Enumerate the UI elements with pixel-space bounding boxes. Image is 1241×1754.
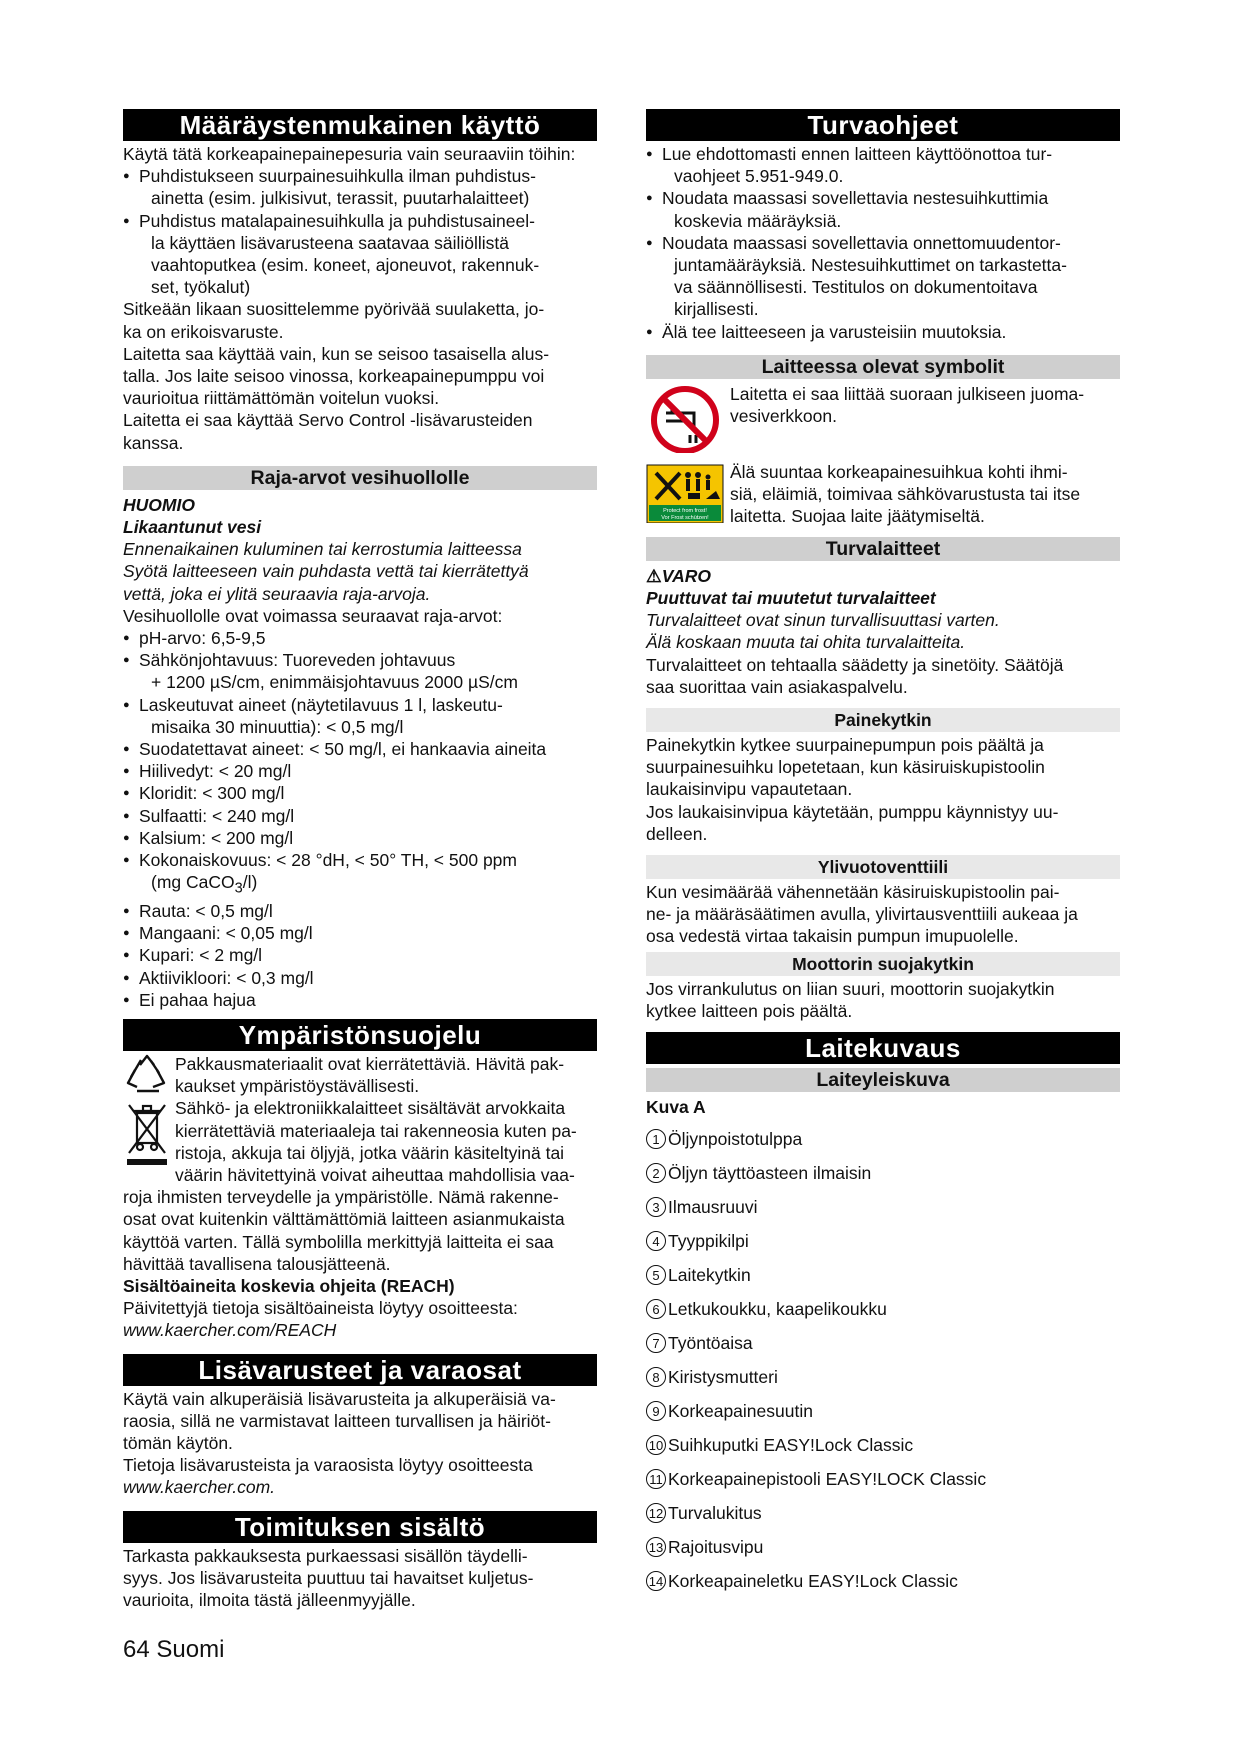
list-item-text: ● Sähkönjohtavuus: Tuoreveden johtavuus <box>123 649 597 671</box>
list-item <box>123 760 597 782</box>
list-item-text: ● Kokonaiskovuus: < 28 °dH, < 50° TH, < 500 ppm <box>123 849 597 871</box>
symbol-no-drinking-water <box>646 383 1120 455</box>
part-number-badge: 7 <box>646 1333 666 1353</box>
list-item <box>646 232 1120 321</box>
motor-protection-heading: Moottorin suojakytkin <box>646 952 1120 976</box>
footer-language: Suomi <box>156 1636 225 1663</box>
list-item <box>123 944 597 966</box>
text-line: Laitetta ei saa liittää suoraan julkiseen juoma- <box>730 383 1085 404</box>
text-line: kierrätettäviä materiaaleja tai rakenneosia kuten pa- <box>175 1120 577 1141</box>
part-label: Työntöaisa <box>668 1332 753 1353</box>
caution-label: ⚠VARO <box>646 565 711 586</box>
accessories-heading: Lisävarusteet ja varaosat <box>123 1354 597 1386</box>
part-label: Kiristysmutteri <box>668 1366 778 1387</box>
list-item-continuation: + 1200 µS/cm, enimmäisjohtavuus 2000 µS/cm <box>151 672 518 693</box>
text-line: vaurioita, ilmoita tästä jälleenmyyjälle. <box>123 1590 416 1611</box>
list-item <box>123 165 597 209</box>
part-number-badge: 11 <box>646 1469 666 1489</box>
list-item <box>646 143 1120 187</box>
text-line: Tarkasta pakkauksesta purkaessasi sisällön täydelli- <box>123 1545 528 1566</box>
motor-protection-text <box>646 978 1120 1022</box>
part-item <box>646 1428 1120 1462</box>
part-number-badge: 14 <box>646 1571 666 1591</box>
text-line: Ennenaikainen kuluminen tai kerrostumia laitteessa <box>123 539 522 560</box>
accessories-text <box>123 1388 597 1455</box>
intended-use-paragraphs <box>123 298 597 453</box>
list-item-text: ● Ei pahaa hajua <box>123 989 597 1011</box>
symbol-no-spray <box>646 461 1120 531</box>
paragraph-line: ka on erikoisvaruste. <box>123 321 284 342</box>
text-line: Painekytkin kytkee suurpainepumpun pois päältä ja <box>646 735 1044 756</box>
list-item-continuation: kirjallisesti. <box>674 299 759 320</box>
part-item <box>646 1224 1120 1258</box>
text-line: ne- ja määräsäätimen avulla, ylivirtausventtiili aukeaa ja <box>646 904 1078 925</box>
text-line: Käytä vain alkuperäisiä lisävarusteita ja alkuperäisiä va- <box>123 1388 556 1409</box>
frost-label-german: Vor Frost schützen! <box>661 514 709 521</box>
text-line: tömän käytön. <box>123 1433 233 1454</box>
text-line: vesiverkkoon. <box>730 406 837 427</box>
part-label: Korkeapainepistooli EASY!LOCK Classic <box>668 1468 987 1489</box>
list-item-continuation: va säännöllisesti. Testitulos on dokumentoitava <box>674 277 1038 298</box>
list-item-continuation: vaahtoputkea (esim. koneet, ajoneuvot, rakennuk- <box>151 255 540 276</box>
left-column <box>123 109 597 1611</box>
list-item-text: ● Hiilivedyt: < 20 mg/l <box>123 760 597 782</box>
weee-block <box>123 1097 597 1186</box>
list-item-text: ● Suodatettavat aineet: < 50 mg/l, ei hankaavia aineita <box>123 738 597 760</box>
text-line: vettä, joka ei ylitä seuraavia raja-arvoja. <box>123 583 431 604</box>
delivery-text <box>123 1545 597 1612</box>
list-item-continuation: (mg CaCO$_3$/l) <box>151 872 258 897</box>
part-number-badge: 12 <box>646 1503 666 1523</box>
recycle-block <box>123 1053 597 1097</box>
part-number-badge: 9 <box>646 1401 666 1421</box>
pressure-switch-heading: Painekytkin <box>646 708 1120 732</box>
limits-notice-text <box>123 538 597 605</box>
list-item <box>123 627 597 649</box>
safety-heading: Turvaohjeet <box>646 109 1120 141</box>
list-item <box>123 694 597 738</box>
weee-text <box>175 1097 577 1186</box>
intended-use-list <box>123 165 597 298</box>
text-line: osat ovat kuitenkin välttämättömiä laitteen asianmukaista <box>123 1209 565 1230</box>
text-line: laitetta. Suojaa laite jäätymiseltä. <box>730 506 985 527</box>
reach-link[interactable]: www.kaercher.com/REACH <box>123 1320 337 1341</box>
part-item <box>646 1394 1120 1428</box>
list-item-text: ● pH-arvo: 6,5-9,5 <box>123 627 597 649</box>
part-number-badge: 2 <box>646 1163 666 1183</box>
reach-heading: Sisältöaineita koskevia ohjeita (REACH) <box>123 1276 455 1297</box>
text-line: Turvalaitteet ovat sinun turvallisuuttasi varten. <box>646 610 1000 631</box>
caution-text <box>646 609 1120 653</box>
figure-label: Kuva A <box>646 1097 706 1118</box>
text-line: Sähkö- ja elektroniikkalaitteet sisältävät arvokkaita <box>175 1098 566 1119</box>
list-item-text: ● Noudata maassasi sovellettavia onnettomuudentor- <box>646 232 1120 254</box>
text-line: osa vedestä virtaa takaisin pumpun imupuolelle. <box>646 926 1019 947</box>
list-item-text: ● Sulfaatti: < 240 mg/l <box>123 805 597 827</box>
right-column <box>646 109 1120 1598</box>
list-item <box>123 900 597 922</box>
part-number-badge: 10 <box>646 1435 666 1455</box>
list-item <box>123 649 597 693</box>
text-line: roja ihmisten terveydelle ja ympäristölle. Nämä rakenne- <box>123 1187 559 1208</box>
safety-list <box>646 143 1120 343</box>
frost-label-english: Protect from frost! <box>663 507 707 514</box>
text-line: syys. Jos lisävarusteita puuttuu tai havaitset kuljetus- <box>123 1567 534 1588</box>
text-line: Turvalaitteet on tehtaalla säädetty ja sinetöity. Säätöjä <box>646 654 1064 675</box>
list-item-text: ● Lue ehdottomasti ennen laitteen käyttöönottoa tur- <box>646 143 1120 165</box>
part-label: Rajoitusvipu <box>668 1536 764 1557</box>
limits-notice-subtitle: Likaantunut vesi <box>123 517 262 538</box>
part-label: Korkeapainesuutin <box>668 1400 813 1421</box>
part-label: Letkukoukku, kaapelikoukku <box>668 1298 887 1319</box>
list-item <box>123 989 597 1011</box>
intended-use-heading: Määräystenmukainen käyttö <box>123 109 597 141</box>
limits-notice: HUOMIO <box>123 494 195 515</box>
part-label: Suihkuputki EASY!Lock Classic <box>668 1434 914 1455</box>
list-item-text: ● Kloridit: < 300 mg/l <box>123 782 597 804</box>
list-item-text: ● Puhdistukseen suurpainesuihkulla ilman puhdistus- <box>123 165 597 187</box>
list-item <box>123 210 597 299</box>
text-line: väärin hävitettyinä voivat aiheuttaa mahdollisia vaa- <box>175 1165 575 1186</box>
list-item-continuation: ainetta (esim. julkisivut, terassit, puutarhalaitteet) <box>151 188 530 209</box>
list-item-text: ● Aktiivikloori: < 0,3 mg/l <box>123 967 597 989</box>
paragraph-line: Laitetta ei saa käyttää Servo Control -lisävarusteiden <box>123 410 533 431</box>
limits-intro: Vesihuollolle ovat voimassa seuraavat raja-arvot: <box>123 605 503 626</box>
list-item-continuation: misaika 30 minuuttia): < 0,5 mg/l <box>151 716 404 737</box>
recycle-icon <box>123 1053 171 1097</box>
text-line: raosia, sillä ne varmistavat laitteen turvallisen ja häiriöt- <box>123 1410 551 1431</box>
list-item-text: ● Mangaani: < 0,05 mg/l <box>123 922 597 944</box>
text-line: suurpainesuihku lopetetaan, kun käsiruiskupistoolin <box>646 757 1045 778</box>
part-item <box>646 1462 1120 1496</box>
part-number-badge: 5 <box>646 1265 666 1285</box>
part-number-badge: 4 <box>646 1231 666 1251</box>
list-item <box>123 805 597 827</box>
list-item <box>123 922 597 944</box>
list-item-continuation: set, työkalut) <box>151 277 251 298</box>
page-number: 64 <box>123 1636 150 1663</box>
parts-list <box>646 1122 1120 1598</box>
list-item <box>123 738 597 760</box>
text-line: Älä suuntaa korkeapainesuihkua kohti ihmi- <box>730 461 1068 482</box>
text-line: käyttöä varten. Tällä symbolilla merkittyjä laitteita ei saa <box>123 1231 554 1252</box>
limits-heading: Raja-arvot vesihuollolle <box>123 466 597 490</box>
list-item-continuation: juntamääräyksiä. Nestesuihkuttimet on tarkastetta- <box>674 255 1067 276</box>
part-item <box>646 1156 1120 1190</box>
text-line: Älä koskaan muuta tai ohita turvalaitteita. <box>646 632 966 653</box>
safety-devices-text <box>646 654 1120 698</box>
part-item <box>646 1564 1120 1598</box>
text-line: Pakkausmateriaalit ovat kierrätettäviä. Hävitä pak- <box>175 1054 565 1075</box>
part-number-badge: 13 <box>646 1537 666 1557</box>
environment-heading: Ympäristönsuojelu <box>123 1019 597 1051</box>
list-item <box>123 782 597 804</box>
part-item <box>646 1530 1120 1564</box>
text-line: delleen. <box>646 823 708 844</box>
reach-text: Päivitettyjä tietoja sisältöaineista löytyy osoitteesta: <box>123 1298 518 1319</box>
list-item-text: ● Rauta: < 0,5 mg/l <box>123 900 597 922</box>
part-item <box>646 1360 1120 1394</box>
intended-use-intro: Käytä tätä korkeapainepainepesuria vain seuraaviin töihin: <box>123 144 576 164</box>
crossed-bin-icon <box>123 1097 171 1183</box>
part-item <box>646 1496 1120 1530</box>
description-heading: Laitekuvaus <box>646 1032 1120 1064</box>
part-item <box>646 1326 1120 1360</box>
list-item <box>646 321 1120 343</box>
part-number-badge: 6 <box>646 1299 666 1319</box>
accessories-info: Tietoja lisävarusteista ja varaosista löytyy osoitteesta <box>123 1455 533 1476</box>
symbol-no-drinking-water-text <box>730 383 1084 427</box>
safety-devices-heading: Turvalaitteet <box>646 537 1120 561</box>
list-item-text: ● Kalsium: < 200 mg/l <box>123 827 597 849</box>
list-item-text: ● Puhdistus matalapainesuihkulla ja puhdistusaineel- <box>123 210 597 232</box>
list-item <box>123 849 597 900</box>
list-item <box>123 967 597 989</box>
pressure-switch-text <box>646 734 1120 801</box>
do-not-spray-icon <box>646 461 724 523</box>
part-number-badge: 3 <box>646 1197 666 1217</box>
no-drinking-water-connection-icon <box>646 383 724 453</box>
text-line: hävittää tavallisena talousjätteenä. <box>123 1253 391 1274</box>
accessories-link[interactable]: www.kaercher.com. <box>123 1477 276 1498</box>
list-item-continuation: koskevia määräyksiä. <box>674 210 842 231</box>
part-label: Korkeapaineletku EASY!Lock Classic <box>668 1570 958 1591</box>
text-line: kaukset ympäristöystävällisesti. <box>175 1076 420 1097</box>
part-item <box>646 1190 1120 1224</box>
text-line: saa suorittaa vain asiakaspalvelu. <box>646 676 908 697</box>
text-line: Syötä laitteeseen vain puhdasta vettä tai kierrätettyä <box>123 561 529 582</box>
paragraph-line: Laitetta saa käyttää vain, kun se seisoo tasaisella alus- <box>123 343 550 364</box>
symbol-no-spray-text <box>730 461 1080 528</box>
text-line: siä, eläimiä, toimivaa sähkövarustusta tai itse <box>730 484 1081 505</box>
page-footer <box>123 1636 224 1664</box>
part-label: Öljynpoistotulppa <box>668 1128 803 1149</box>
part-number-badge: 8 <box>646 1367 666 1387</box>
text-line: Jos virrankulutus on liian suuri, moottorin suojakytkin <box>646 978 1055 999</box>
list-item-text: ● Noudata maassasi sovellettavia nestesuihkuttimia <box>646 187 1120 209</box>
overview-heading: Laiteyleiskuva <box>646 1068 1120 1092</box>
part-label: Turvalukitus <box>668 1502 762 1523</box>
list-item <box>123 827 597 849</box>
weee-text-continued <box>123 1186 597 1275</box>
part-label: Öljyn täyttöasteen ilmaisin <box>668 1162 872 1183</box>
caution-subtitle: Puuttuvat tai muutetut turvalaitteet <box>646 588 936 609</box>
text-line: ristoja, akkuja tai öljyjä, jotka väärin käsiteltyinä tai <box>175 1142 565 1163</box>
part-label: Ilmausruuvi <box>668 1196 758 1217</box>
text-line: Jos laukaisinvipua käytetään, pumppu käynnistyy uu- <box>646 801 1059 822</box>
part-item <box>646 1122 1120 1156</box>
overflow-valve-text <box>646 881 1120 948</box>
text-line: kytkee laitteen pois päältä. <box>646 1000 853 1021</box>
text-line: laukaisinvipu vapautetaan. <box>646 779 853 800</box>
list-item-text: ● Kupari: < 2 mg/l <box>123 944 597 966</box>
overflow-valve-heading: Ylivuotoventtiili <box>646 855 1120 879</box>
part-label: Tyyppikilpi <box>668 1230 749 1251</box>
list-item-continuation: vaohjeet 5.951-949.0. <box>674 166 844 187</box>
part-item <box>646 1258 1120 1292</box>
list-item-continuation: la käyttäen lisävarusteena saatavaa säiliöllistä <box>151 232 509 253</box>
list-item <box>646 187 1120 231</box>
text-line: Kun vesimäärää vähennetään käsiruiskupistoolin pai- <box>646 882 1060 903</box>
delivery-heading: Toimituksen sisältö <box>123 1511 597 1543</box>
part-label: Laitekytkin <box>668 1264 751 1285</box>
symbols-heading: Laitteessa olevat symbolit <box>646 355 1120 379</box>
list-item-text: ● Älä tee laitteeseen ja varusteisiin muutoksia. <box>646 321 1120 343</box>
paragraph-line: vaurioitua riittämättömän voitelun vuoksi. <box>123 388 440 409</box>
warning-triangle-icon: ⚠ <box>646 565 662 586</box>
pressure-switch-text-2 <box>646 801 1120 845</box>
paragraph-line: kanssa. <box>123 432 184 453</box>
limits-list <box>123 627 597 1011</box>
recycle-text <box>175 1053 564 1097</box>
paragraph-line: talla. Jos laite seisoo vinossa, korkeapainepumppu voi <box>123 366 545 387</box>
part-item <box>646 1292 1120 1326</box>
paragraph-line: Sitkeään likaan suosittelemme pyörivää suulaketta, jo- <box>123 299 545 320</box>
part-number-badge: 1 <box>646 1129 666 1149</box>
list-item-text: ● Laskeutuvat aineet (näytetilavuus 1 l, laskeutu- <box>123 694 597 716</box>
